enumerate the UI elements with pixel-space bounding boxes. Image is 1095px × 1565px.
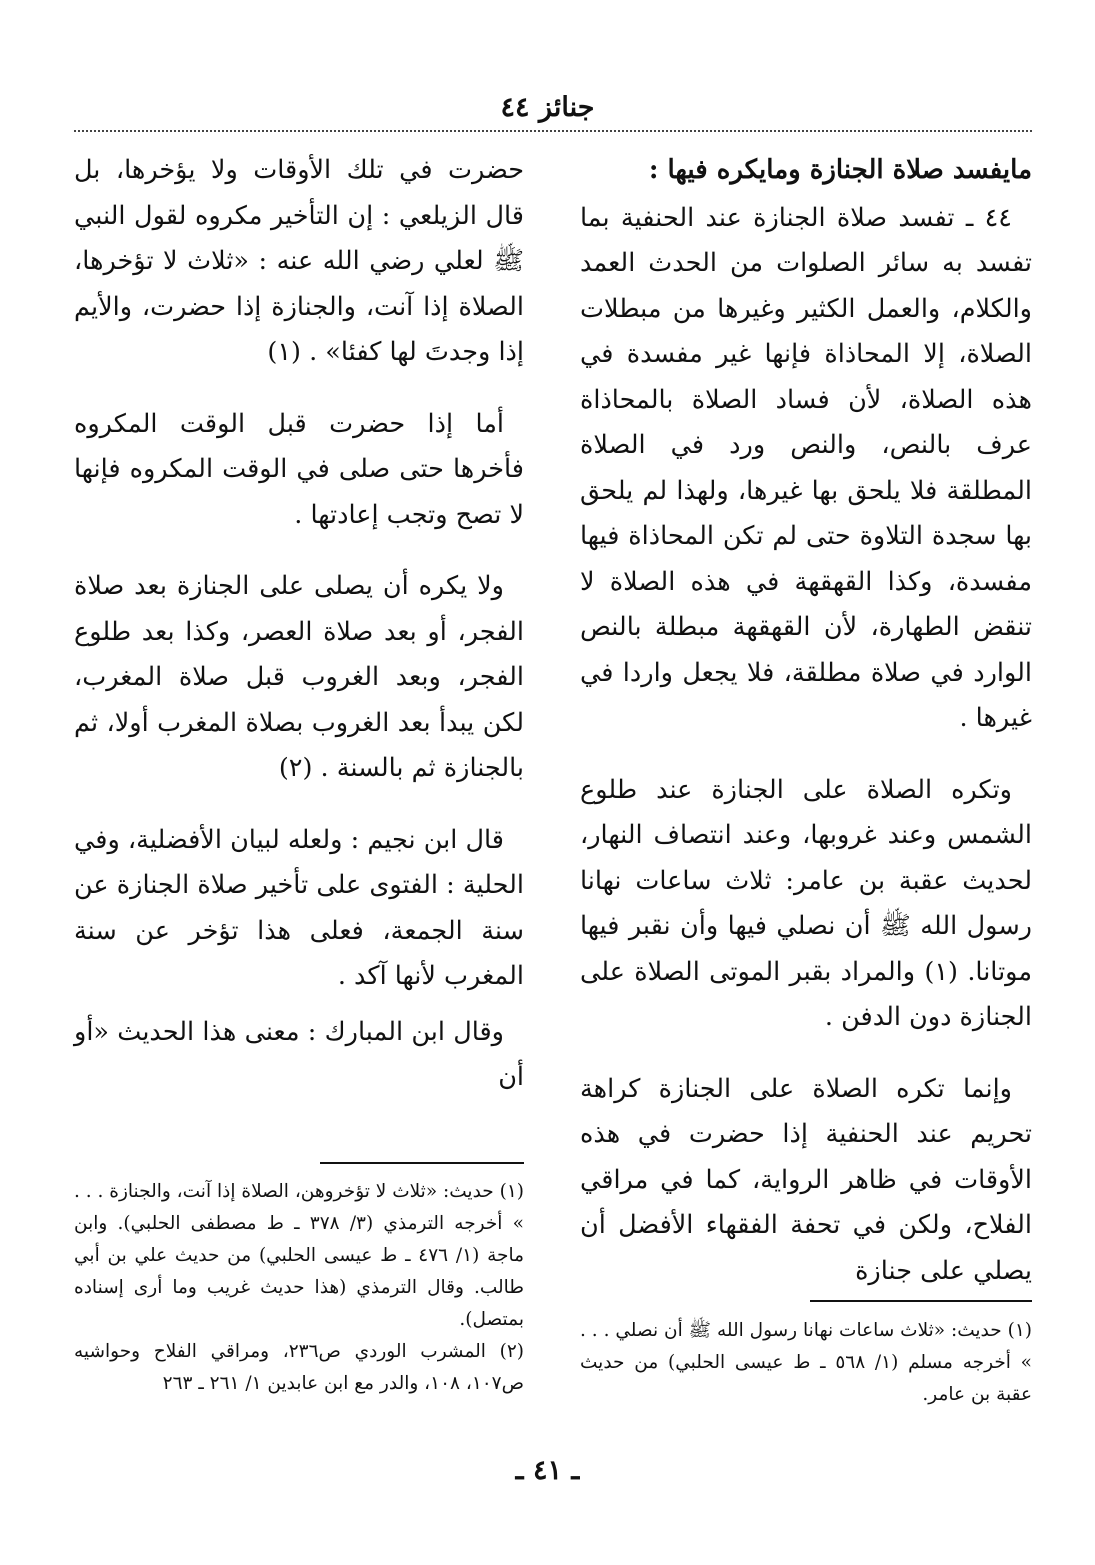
page-number: ـ ٤١ ـ — [515, 1455, 580, 1486]
footnote-right-1: (١) حديث: «ثلاث ساعات نهانا رسول الله ﷺ أن نصلي . . . » أخرجه مسلم (١/ ٥٦٨ ـ ط عيسى الحلبي) من حديث عقبة بن عامر. — [580, 1320, 1032, 1405]
left-paragraph-2: أما إذا حضرت قبل الوقت المكروه فأخرها حتى صلى في الوقت المكروه فإنها لا تصح وتجب إعادتها . — [74, 408, 524, 530]
left-paragraph-5: وقال ابن المبارك : معنى هذا الحديث «أو أن — [74, 1016, 524, 1092]
left-paragraph-3: ولا يكره أن يصلى على الجنازة بعد صلاة الفجر، أو بعد صلاة العصر، وكذا بعد طلوع الفجر، وبعد الغروب قبل صلاة المغرب، لكن يبدأ بعد الغروب بصلاة المغرب أولا، ثم بالجنازة ثم بالسنة . (٢) — [74, 571, 524, 783]
left-paragraph-1: حضرت في تلك الأوقات ولا يؤخرها، بل قال الزيلعي : إن التأخير مكروه لقول النبي ﷺ لعلي رضي الله عنه : «ثلاث لا تؤخرها، الصلاة إذا آنت، والجنازة إذا حضرت، والأيم إذا وجدتَ لها كفئا» . (١) — [74, 155, 524, 367]
right-column — [580, 148, 1032, 1294]
left-paragraph-4: قال ابن نجيم : ولعله لبيان الأفضلية، وفي الحلية : الفتوى على تأخير صلاة الجنازة عن سنة الجمعة، فعلى هذا تؤخر عن سنة المغرب لأنها آكد . — [74, 824, 524, 991]
footnotes-left — [74, 1176, 524, 1400]
running-title: جنائز ٤٤ — [500, 92, 595, 123]
footnote-rule-left — [320, 1162, 524, 1164]
left-column — [74, 148, 524, 1101]
right-paragraph-2: وتكره الصلاة على الجنازة عند طلوع الشمس وعند غروبها، وعند انتصاف النهار، لحديث عقبة بن عامر: ثلاث ساعات نهانا رسول الله ﷺ أن نصلي فيها وأن نقبر فيها موتانا. (١) والمراد بقبر الموتى الصلاة على الجنازة دون الدفن . — [580, 774, 1032, 1032]
section-heading: مايفسد صلاة الجنازة ومايكره فيها : — [648, 155, 1032, 185]
header-dotted-rule — [74, 130, 1032, 132]
footnote-left-2: (٢) المشرب الوردي ص٢٣٦، ومراقي الفلاح وحواشيه ص١٠٧، ١٠٨، والدر مع ابن عابدين ١/ ٢٦١ ـ ٢٦٣ — [74, 1341, 524, 1394]
footnote-rule-right — [810, 1300, 1032, 1302]
footnote-left-1: (١) حديث: «ثلاث لا تؤخروهن، الصلاة إذا آنت، والجنازة . . . » أخرجه الترمذي (٣/ ٣٧٨ ـ ط مصطفى الحلبي). وابن ماجة (١/ ٤٧٦ ـ ط عيسى الحلبي) من حديث علي بن أبي طالب. وقال الترمذي (هذا حديث غريب وما أرى إسناده بمتصل). — [74, 1181, 524, 1330]
footnotes-right — [580, 1315, 1032, 1411]
right-paragraph-3: وإنما تكره الصلاة على الجنازة كراهة تحريم عند الحنفية إذا حضرت في هذه الأوقات في ظاهر الرواية، كما في مراقي الفلاح، ولكن في تحفة الفقهاء الأفضل أن يصلي على جنازة — [580, 1073, 1032, 1286]
right-paragraph-1: ٤٤ ـ تفسد صلاة الجنازة عند الحنفية بما تفسد به سائر الصلوات من الحدث العمد والكلام، والعمل الكثير وغيرها من مبطلات الصلاة، إلا المحاذاة فإنها غير مفسدة في هذه الصلاة، لأن فساد الصلاة بالمحاذاة عرف بالنص، والنص ورد في الصلاة المطلقة فلا يلحق بها غيرها، ولهذا لم يلحق بها سجدة التلاوة حتى لم تكن المحاذاة فيها مفسدة، وكذا القهقهة في هذه الصلاة لا تنقض الطهارة، لأن القهقهة مبطلة بالنص الوارد في صلاة مطلقة، فلا يجعل واردا في غيرها . — [580, 202, 1032, 733]
